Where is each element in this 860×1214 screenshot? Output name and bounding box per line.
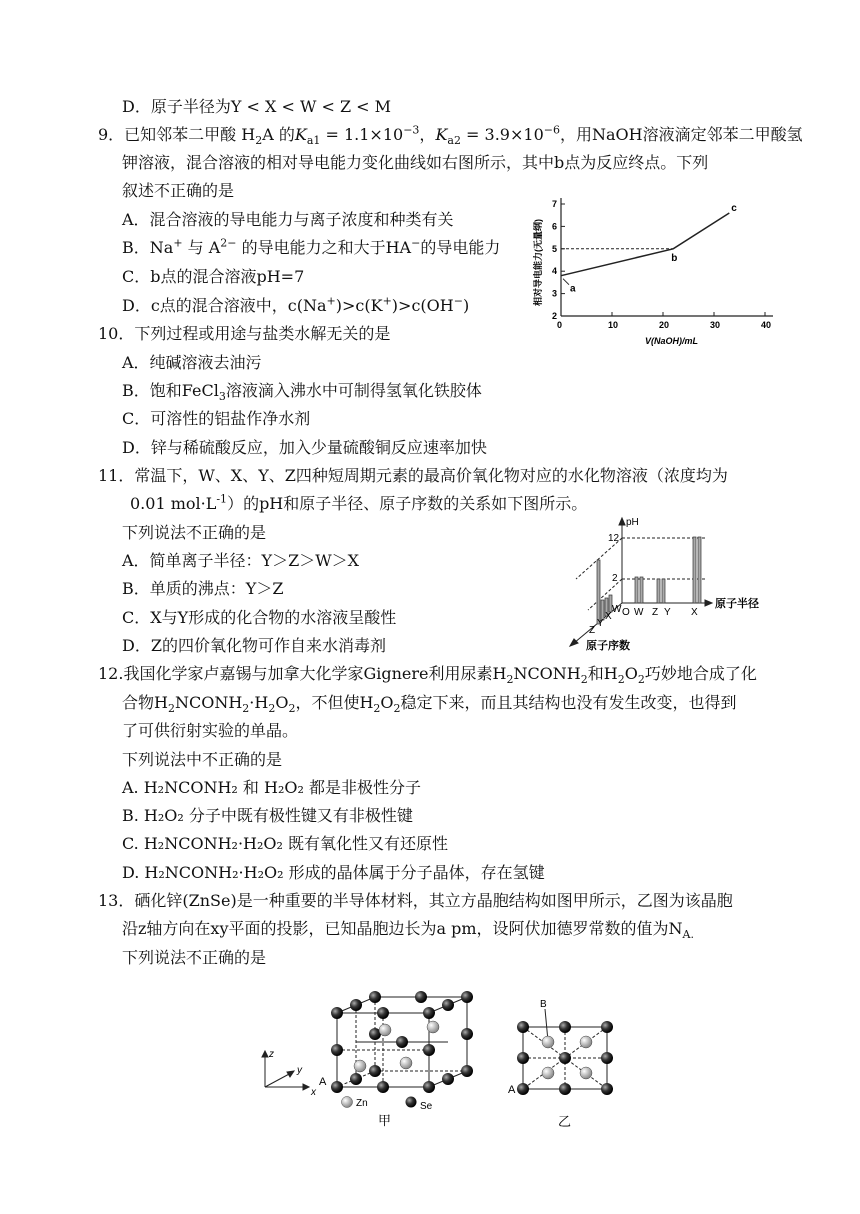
point-a-yi: A [508,1084,516,1096]
axis-x-label: x [311,1087,316,1098]
q13-stem-line2: 沿z轴方向在xy平面的投影，已知晶胞边长为a pm，设阿伏加德罗常数的值为$N_{A.}$ [122,919,694,942]
se-atom [559,1083,571,1095]
fig11-ylabel: pH [626,517,639,528]
fig11-x-w: W [634,607,644,618]
chart-y-label: 相对导电能力(无量纲) [533,219,543,306]
fig11-y2: 2 [612,573,618,584]
q9-option-d: D．c点的混合溶液中，c(Na+)>c(K+)>c(OH−) [122,294,470,315]
se-atom [331,1007,343,1019]
q8-option-d: D．原子半径为Y < X < W < Z < M [122,97,392,116]
x-tick-label: 20 [659,320,670,330]
q12-stem-line3: 了可供衍射实验的单晶。 [122,721,299,740]
q11-option-b: B．单质的沸点：Y＞Z [122,579,284,598]
q12-stem-line4: 下列说法中不正确的是 [122,750,283,769]
chart-x-ticks [557,312,771,330]
q11-ph-3d-figure [560,515,780,655]
q12-option-a: A. H₂NCONH₂ 和 H₂O₂ 都是非极性分子 [122,778,421,797]
q9-option-b: B．Na+ 与 $A^{2-}$ 的导电能力之和大于HA−的导电能力 [122,236,501,257]
point-b-label: b [671,252,678,264]
zn-atom [354,1060,366,1072]
se-atom [423,1044,435,1056]
se-atom [559,1021,571,1033]
figure-yi-label: 乙 [558,1114,572,1129]
y-tick-label: 2 [552,311,558,321]
x-tick-label: 40 [761,320,772,330]
q10-option-d: D．锌与稀硫酸反应，加入少量硫酸铜反应速率加快 [122,438,487,457]
q13-stem-line1: 13．硒化锌(ZnSe)是一种重要的半导体材料，其立方晶胞结构如图甲所示，乙图为该晶胞 [98,891,733,910]
se-atom [461,991,473,1003]
point-b-yi: B [540,999,547,1010]
q13-crystal-jia [255,985,495,1130]
q9-stem-line2: 钾溶液，混合溶液的相对导电能力变化曲线如右图所示，其中b点为反应终点。下列 [122,153,709,172]
se-atom [423,1081,435,1093]
x-tick-label: 0 [557,320,563,330]
se-atom [517,1052,529,1064]
se-atom [377,1007,389,1019]
se-atom [350,999,362,1011]
y-tick-label: 4 [552,266,558,277]
x-tick-label: 10 [608,320,619,330]
point-c-label: c [731,202,737,214]
q9-option-c: C．b点的混合溶液pH=7 [122,267,305,286]
axis-z-label: z [269,1049,274,1060]
zn-atom [379,1024,391,1036]
fig11-x-x: X [691,607,698,618]
x-tick-label: 30 [710,320,721,330]
fig11-depth-x: X [605,611,612,622]
q9-stem-line1: 9．已知邻苯二甲酸 $H_2A$ 的$K_{a1} = 1.1\times 10^{-3}$，$K_{a2} = 3.9\times 10^{-6}$，用NaOH溶液滴定邻苯二甲酸氢 [98,123,803,148]
y-tick-label: 3 [552,288,558,299]
se-atom [461,1065,473,1077]
legend-se: Se [420,1101,433,1112]
se-atom [423,1007,435,1019]
se-atom [369,1065,381,1077]
fig11-x-y: Y [664,607,671,618]
q10-stem: 10．下列过程或用途与盐类水解无关的是 [98,324,391,343]
zn-atom [542,1036,554,1048]
q9-stem-line3: 叙述不正确的是 [122,181,235,200]
se-atom [442,999,454,1011]
zn-atom [580,1067,592,1079]
q13-stem-line3: 下列说法不正确的是 [122,948,267,967]
zn-atom [580,1036,592,1048]
se-atom [331,1044,343,1056]
se-atom [415,991,427,1003]
fig11-depth-y: Y [597,618,604,629]
chart-series-line [561,213,729,276]
se-atom [517,1021,529,1033]
se-atom [442,1073,454,1085]
q11-option-d: D．Z的四价氧化物可作自来水消毒剂 [122,636,386,655]
q11-option-a: A．简单离子半径：Y＞Z＞W＞X [122,551,360,570]
q12-option-d: D. H₂NCONH₂·H₂O₂ 形成的晶体属于分子晶体，存在氢键 [122,863,545,882]
se-atom [461,1028,473,1040]
q13-projection-yi [500,995,625,1130]
se-atom [601,1021,613,1033]
q10-option-c: C．可溶性的铝盐作净水剂 [122,409,311,428]
q10-option-a: A．纯碱溶液去油污 [122,353,262,372]
point-a-pointer [563,279,569,285]
fig11-depth-w: W [612,604,622,615]
chart-y-ticks [552,199,565,321]
axis-y-label: y [297,1065,302,1076]
se-atom [377,1081,389,1093]
se-atom [559,1052,571,1064]
chart-x-label: V(NaOH)/mL [645,336,699,346]
q12-stem-line2: 合物$H_2NCONH_2\cdot H_2O_2$，不但使$H_2O_2$稳定下来，而且其结构也没有发生改变，也得到 [122,693,737,716]
se-atom [601,1052,613,1064]
point-a-jia: A [319,1076,327,1088]
y-tick-label: 6 [552,221,558,232]
fig11-depth-z: Z [589,625,596,636]
figure-jia-label: 甲 [378,1113,392,1128]
q12-option-b: B. H₂O₂ 分子中既有极性键又有非极性键 [122,806,413,825]
se-atom [601,1083,613,1095]
se-atom [517,1083,529,1095]
fig11-x-z: Z [652,607,659,618]
q9-option-a: A．混合溶液的导电能力与离子浓度和种类有关 [122,210,454,229]
q9-conductivity-chart [525,190,785,350]
legend-se-atom [406,1097,417,1108]
zn-atom [427,1021,439,1033]
fig11-origin: O [622,607,630,618]
y-tick-label: 5 [552,243,558,254]
se-atom [396,1036,408,1048]
q11-option-c: C．X与Y形成的化合物的水溶液呈酸性 [122,608,397,627]
q11-stem-line3: 下列说法不正确的是 [122,523,267,542]
fig11-zlabel: 原子序数 [586,640,630,652]
q12-option-c: C. H₂NCONH₂·H₂O₂ 既有氧化性又有还原性 [122,834,449,853]
q11-stem-line1: 11．常温下，W、X、Y、Z四种短周期元素的最高价氧化物对应的水化物溶液（浓度均为 [98,466,728,485]
se-atom [350,1073,362,1085]
fig11-xlabel: 原子半径 [715,598,759,610]
legend-zn: Zn [356,1098,368,1109]
legend-zn-atom [342,1097,353,1108]
point-a-label: a [570,283,576,295]
q10-option-b: B．饱和FeCl$_3$溶液滴入沸水中可制得氢氧化铁胶体 [122,381,482,404]
se-atom [369,991,381,1003]
y-tick-label: 7 [552,199,558,209]
q12-stem-line1: 12.我国化学家卢嘉锡与加拿大化学家Gignere利用尿素$H_2NCONH_2$和$H_2O_2$巧妙地合成了化 [98,664,757,687]
se-atom [331,1081,343,1093]
q11-stem-line2: 0.01 $mol\cdot L^{-1}$）的pH和原子半径、原子序数的关系如下图所示。 [130,492,588,513]
fig11-y12: 12 [608,533,620,544]
zn-atom [400,1057,412,1069]
zn-atom [542,1067,554,1079]
